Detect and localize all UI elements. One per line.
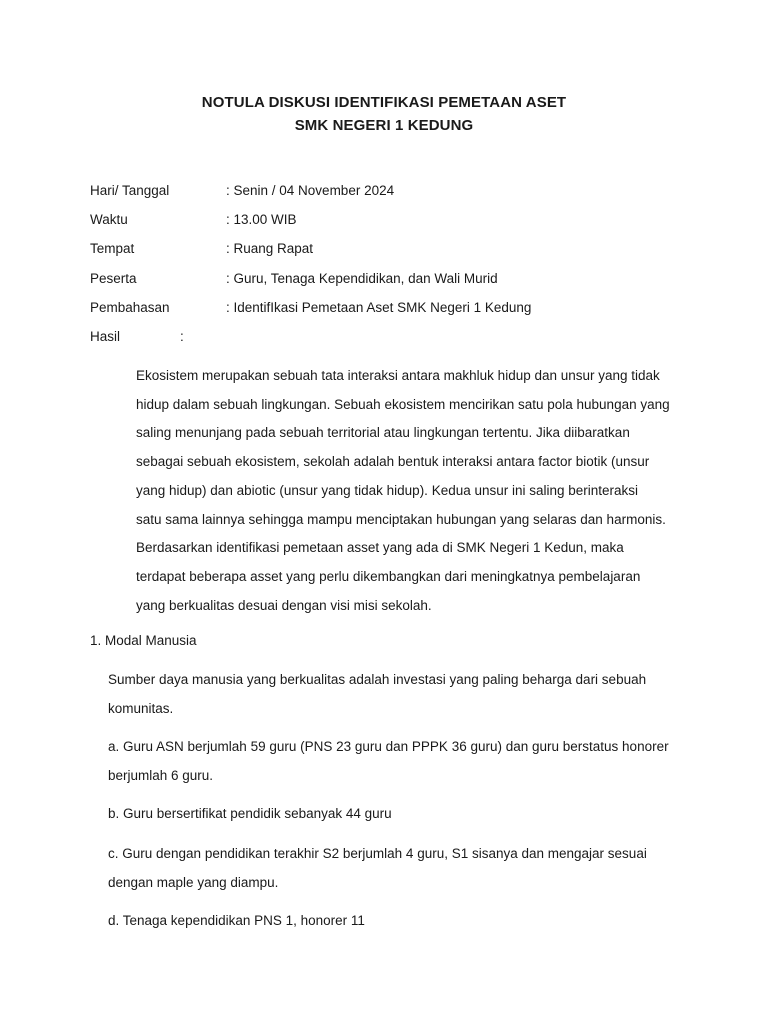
paragraph-line: yang berkualitas desuai dengan visi misi sekolah. <box>136 597 432 613</box>
meta-value: : Senin / 04 November 2024 <box>226 183 395 198</box>
meta-label: Tempat <box>90 241 135 256</box>
ecosystem-paragraph <box>136 362 670 620</box>
paragraph-line: hidup dalam sebuah lingkungan. Sebuah ekosistem mencirikan satu pola hubungan yang <box>136 396 670 412</box>
list-item-b <box>108 800 392 829</box>
meta-label: Pembahasan <box>90 300 170 315</box>
paragraph-line: yang hidup) dan abiotic (unsur yang tidak hidup). Kedua unsur ini saling berinteraksi <box>136 482 639 498</box>
paragraph-line: dengan maple yang diampu. <box>108 874 279 890</box>
paragraph-line: Sumber daya manusia yang berkualitas adalah investasi yang paling beharga dari sebuah <box>108 672 647 687</box>
paragraph-line: berjumlah 6 guru. <box>108 767 214 783</box>
paragraph-line: satu sama lainnya sehingga mampu menciptakan hubungan yang selaras dan harmonis. <box>136 511 666 527</box>
paragraph-line: c. Guru dengan pendidikan terakhir S2 berjumlah 4 guru, S1 sisanya dan mengajar sesuai <box>108 846 647 861</box>
meta-value: : IdentifIkasi Pemetaan Aset SMK Negeri 1 Kedung <box>226 300 532 315</box>
meta-label: Hasil <box>90 329 121 344</box>
list-item-d <box>108 907 365 936</box>
human-resources-paragraph <box>108 666 646 723</box>
section-heading-human-capital: 1. Modal Manusia <box>90 633 197 648</box>
paragraph-line: Ekosistem merupakan sebuah tata interaksi antara makhluk hidup dan unsur yang tidak <box>136 368 660 383</box>
paragraph-line: komunitas. <box>108 700 174 716</box>
meta-value: : <box>180 329 184 344</box>
document-subtitle: SMK NEGERI 1 KEDUNG <box>294 117 474 134</box>
meta-value: : Ruang Rapat <box>226 241 314 256</box>
paragraph-line: sebagai sebuah ekosistem, sekolah adalah bentuk interaksi antara factor biotik (unsur <box>136 454 650 470</box>
paragraph-line: b. Guru bersertifikat pendidik sebanyak 44 guru <box>108 806 392 821</box>
meta-value: : Guru, Tenaga Kependidikan, dan Wali Murid <box>226 271 498 286</box>
paragraph-line: terdapat beberapa asset yang perlu dikembangkan dari meningkatnya pembelajaran <box>136 568 641 584</box>
paragraph-line: saling menunjang pada sebuah territorial atau lingkungan tertentu. Jika diibaratkan <box>136 425 630 441</box>
document-title: NOTULA DISKUSI IDENTIFIKASI PEMETAAN ASET <box>201 94 567 111</box>
list-item-a <box>108 733 669 790</box>
list-item-c <box>108 840 647 897</box>
meta-label: Peserta <box>90 271 137 286</box>
paragraph-line: a. Guru ASN berjumlah 59 guru (PNS 23 guru dan PPPK 36 guru) dan guru berstatus honorer <box>108 739 669 754</box>
paragraph-line: Berdasarkan identifikasi pemetaan asset yang ada di SMK Negeri 1 Kedun, maka <box>136 540 624 556</box>
meta-value: : 13.00 WIB <box>226 212 297 227</box>
paragraph-line: d. Tenaga kependidikan PNS 1, honorer 11 <box>108 913 365 928</box>
meta-label: Hari/ Tanggal <box>90 183 170 198</box>
meta-label: Waktu <box>90 212 128 227</box>
